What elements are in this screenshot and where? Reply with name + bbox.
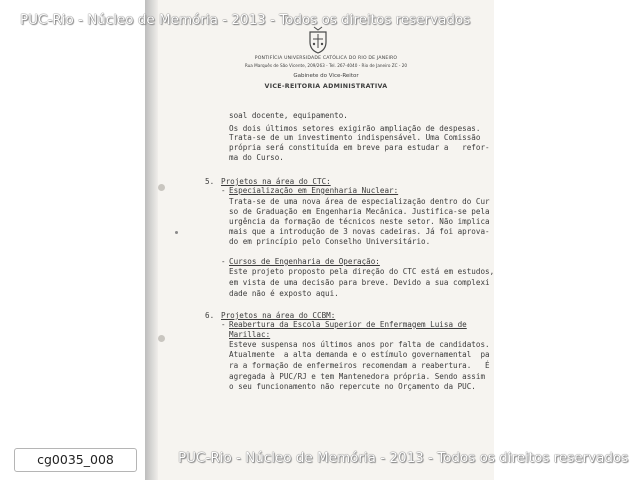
- section-number: 6.: [205, 311, 215, 320]
- subsection-title: Especialização em Engenharia Nuclear:: [229, 186, 399, 195]
- letterhead-university: PONTIFÍCIA UNIVERSIDADE CATÓLICA DO RIO DE JANEIRO: [254, 56, 398, 61]
- crest-icon: [306, 26, 330, 54]
- body-line: própria será constituída em breve para estudar a refor-: [229, 143, 490, 152]
- body-line: o seu funcionamento não repercute no Orçamento da PUC.: [229, 382, 476, 391]
- body-line: em vista de uma decisão para breve. Devido a sua complexi: [229, 278, 490, 287]
- punch-hole-icon: [158, 184, 165, 191]
- body-line: urgência da formação de técnicos neste setor. Não implica: [229, 217, 490, 226]
- bullet-dash: -: [221, 320, 226, 329]
- document-id-label: cg0035_008: [14, 448, 137, 472]
- body-line: dade não é exposto aqui.: [229, 289, 339, 298]
- bullet-dash: -: [221, 186, 226, 195]
- bullet-dash: -: [221, 257, 226, 266]
- section-number: 5.: [205, 177, 215, 186]
- body-line: Este projeto proposto pela direção do CTC está em estudos,: [229, 267, 494, 276]
- subsection-title: Cursos de Engenharia de Operação:: [229, 257, 380, 266]
- body-line: agregada à PUC/RJ e tem Mantenedora própria. Sendo assim: [229, 372, 486, 381]
- body-line: Esteve suspensa nos últimos anos por falta de candidatos.: [229, 340, 490, 349]
- body-line: Trata-se de uma nova área de especialização dentro do Cur: [229, 197, 490, 206]
- body-line: mais que a introdução de 3 novas cadeiras. Já foi aprova-: [229, 227, 490, 236]
- section-title: Projetos na área do CCBM:: [221, 311, 336, 320]
- body-line: ra a formação de enfermeiros recomendam a reabertura. É: [229, 361, 490, 370]
- section-title: Projetos na área do CTC:: [221, 177, 331, 186]
- page-edge-shadow: [145, 0, 159, 480]
- punch-hole-icon: [158, 335, 165, 342]
- body-line: Os dois últimos setores exigirão ampliação de despesas.: [229, 124, 481, 133]
- letterhead-address: Rua Marquês de São Vicente, 209/263 - Tel. 267-4040 - Rio de Janeiro ZC - 20: [244, 63, 408, 68]
- document-page: [158, 0, 494, 480]
- ink-dot: [175, 231, 178, 234]
- body-line: Atualmente a alta demanda e o estímulo governamental pa: [229, 350, 490, 359]
- watermark-top: PUC-Rio - Núcleo de Memória - 2013 - Todos os direitos reservados: [20, 12, 471, 28]
- body-line: ma do Curso.: [229, 153, 284, 162]
- subsection-title-cont: Marillac:: [229, 330, 271, 339]
- subsection-title: Reabertura da Escola Superior de Enfermagem Luisa de: [229, 320, 467, 329]
- letterhead-department: VICE-REITORIA ADMINISTRATIVA: [264, 83, 388, 90]
- letterhead-office: Gabinete do Vice-Reitor: [293, 73, 359, 79]
- body-line: do em princípio pelo Conselho Universitário.: [229, 237, 431, 246]
- body-line: Trata-se de um investimento indispensável. Uma Comissão: [229, 133, 481, 142]
- body-line: so de Graduação em Engenharia Mecânica. Justifica-se pela: [229, 207, 490, 216]
- watermark-bottom: PUC-Rio - Núcleo de Memória - 2013 - Todos os direitos reservados: [178, 450, 629, 466]
- body-line: soal docente, equipamento.: [229, 111, 348, 120]
